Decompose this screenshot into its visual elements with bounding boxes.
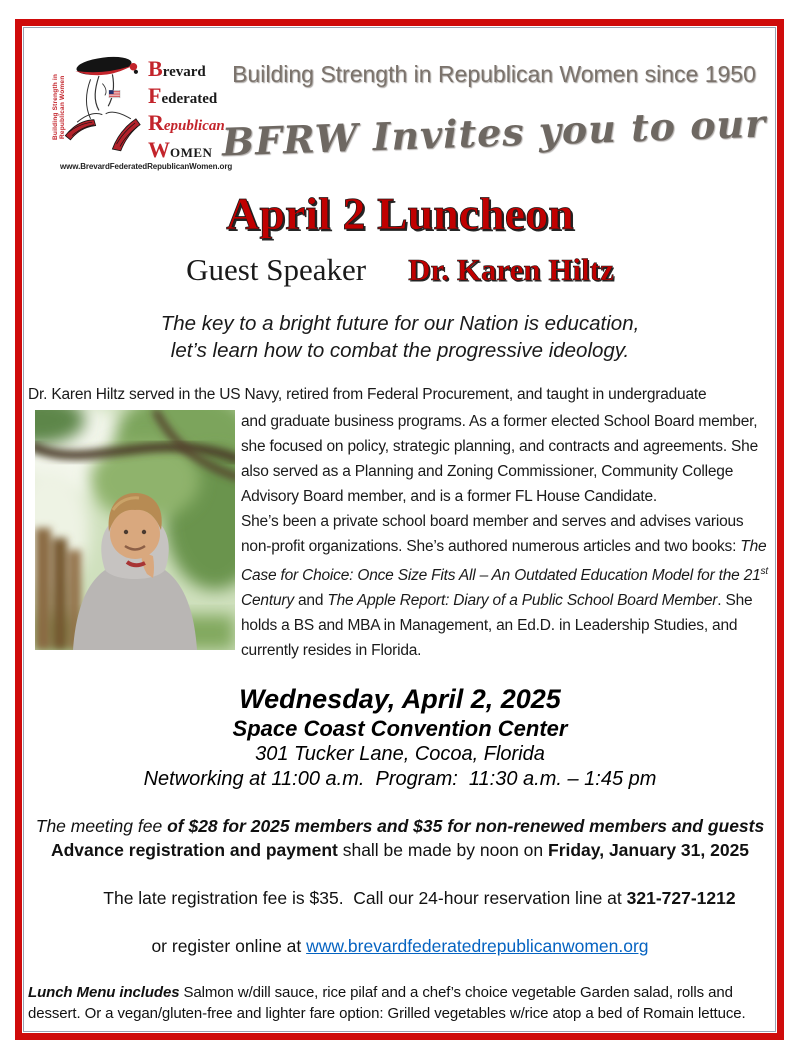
event-schedule: Networking at 11:00 a.m. Program: 11:30 a.m. – 1:45 pm bbox=[143, 768, 657, 791]
event-address: 301 Tucker Lane, Cocoa, Florida bbox=[255, 743, 545, 766]
guest-speaker-label: Guest Speaker bbox=[186, 252, 367, 287]
header bbox=[28, 55, 772, 171]
invite-script-text: BFRW Invites you to our bbox=[221, 100, 767, 165]
late-registration-line bbox=[28, 862, 772, 934]
flyer-content bbox=[28, 55, 772, 1024]
logo-word-federated: ederated bbox=[161, 91, 218, 107]
logo-website-text: www.BrevardFederatedRepublicanWomen.org bbox=[60, 162, 233, 171]
logo-initial-r: R bbox=[148, 110, 164, 135]
register-prefix: or register online at bbox=[151, 936, 307, 957]
fee-prefix: The meeting fee bbox=[35, 816, 168, 837]
header-right bbox=[216, 55, 772, 165]
bio-para2-start: She’s been a private school board member and serves and advises various non-profit organizations. She’s authored numerous articles and two books: bbox=[241, 513, 744, 555]
logo-word-republican: epublican bbox=[163, 118, 225, 134]
speaker-bio bbox=[28, 382, 772, 663]
bio-intro-line: Dr. Karen Hiltz served in the US Navy, retired from Federal Procurement, and taught in undergraduate bbox=[28, 386, 707, 403]
bfrw-logo bbox=[52, 55, 233, 171]
event-title: April 2 Luncheon bbox=[226, 188, 574, 239]
bio-para2-end: . She holds a BS and MBA in Management, an Ed.D. in Leadership Studies, and currently resides in Florida. bbox=[241, 592, 753, 660]
advance-label: Advance registration and payment bbox=[50, 840, 338, 861]
speaker-photo bbox=[35, 410, 235, 650]
late-fee-text: The late registration fee is $35. Call our 24-hour reservation line at bbox=[103, 888, 627, 909]
bio-connector: and bbox=[293, 592, 328, 610]
mission-statement bbox=[28, 310, 772, 364]
event-details bbox=[28, 683, 772, 792]
lunch-menu-label: Lunch Menu includes bbox=[28, 984, 180, 1002]
logo-wordmark bbox=[148, 56, 225, 165]
logo-initial-w: W bbox=[148, 137, 170, 162]
bio-book2-title: The Apple Report: Diary of a Public School Board Member bbox=[327, 592, 718, 610]
bio-book1-title: The Case for Choice: Once Size Fits All – An Outdated Education Model for the 21 bbox=[241, 538, 767, 585]
logo-initial-b: B bbox=[148, 56, 163, 81]
bio-para1: and graduate business programs. As a former elected School Board member, she focused on policy, strategic planning, and contracts and agreements. She also served as a Planning and Zoning Commissioner, Community College Advisory Board member, and is a former FL House Candidate. bbox=[241, 413, 759, 505]
bio-book1-superscript: st bbox=[760, 566, 768, 577]
logo-word-brevard: revard bbox=[162, 64, 206, 80]
mission-line-1: The key to a bright future for our Nation is education, bbox=[160, 312, 640, 335]
lunch-menu bbox=[28, 982, 772, 1024]
logo-initial-f: F bbox=[148, 83, 162, 108]
reservation-phone: 321-727-1212 bbox=[626, 888, 736, 909]
logo-word-women: OMEN bbox=[170, 145, 213, 160]
fee-amounts: of $28 for 2025 members and $35 for non-renewed members and guests bbox=[167, 816, 765, 837]
register-online-line bbox=[28, 934, 772, 958]
bio-book1-title-end: Century bbox=[241, 592, 294, 610]
event-date: Wednesday, April 2, 2025 bbox=[239, 684, 561, 715]
meeting-fee-line bbox=[28, 814, 772, 838]
registration-info bbox=[28, 814, 772, 958]
advance-deadline: Friday, January 31, 2025 bbox=[548, 840, 750, 861]
guest-speaker-row bbox=[28, 252, 772, 288]
speaker-name: Dr. Karen Hiltz bbox=[408, 252, 614, 287]
lunch-menu-text: Salmon w/dill sauce, rice pilaf and a chef’s choice vegetable Garden salad, rolls and dessert. Or a vegan/gluten-free and lighter fare option: Grilled vegetables w/rice atop a bed of Romain lettuce. bbox=[28, 984, 746, 1023]
event-venue: Space Coast Convention Center bbox=[232, 716, 568, 742]
registration-website-link[interactable]: www.brevardfederatedrepublicanwomen.org bbox=[306, 936, 649, 957]
logo-woman-illustration-icon bbox=[62, 55, 146, 155]
advance-mid: shall be made by noon on bbox=[337, 840, 548, 861]
mission-line-2: let’s learn how to combat the progressive ideology. bbox=[170, 339, 630, 362]
logo-vertical-text: Building Strength in Republican Women bbox=[52, 73, 66, 141]
since-1950-tagline: Building Strength in Republican Women since 1950 bbox=[232, 61, 756, 87]
advance-registration-line bbox=[28, 838, 772, 862]
